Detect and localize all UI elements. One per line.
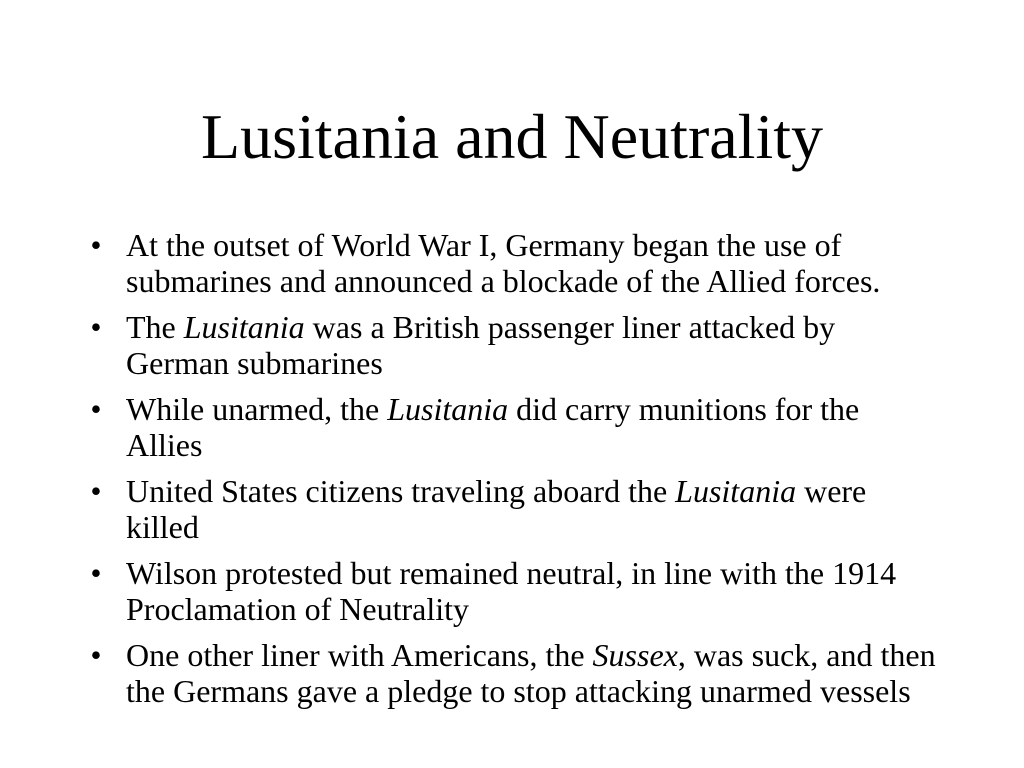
bullet-item: [90, 473, 938, 545]
bullet-icon: •: [90, 473, 102, 509]
bullet-text: Wilson protested but remained neutral, in line with the 1914 Proclamation of Neutrality: [126, 555, 897, 627]
bullet-text: At the outset of World War I, Germany began the use of submarines and announced a blockade of the Allied forces.: [126, 227, 881, 299]
slide-title: Lusitania and Neutrality: [200, 101, 824, 172]
bullet-text: , was suck, and then the Germans gave a pledge to stop attacking unarmed vessels: [126, 637, 936, 709]
bullet-text: One other liner with Americans, the: [126, 637, 593, 673]
bullet-item: [90, 227, 938, 299]
bullet-icon: •: [90, 227, 102, 263]
bullet-text: United States citizens traveling aboard the: [126, 473, 676, 509]
bullet-item: [90, 391, 938, 463]
bullet-item: [90, 637, 938, 709]
bullet-icon: •: [90, 637, 102, 673]
bullet-icon: •: [90, 555, 102, 591]
bullet-icon: •: [90, 391, 102, 427]
ship-name-italic: Lusitania: [387, 391, 509, 427]
ship-name-italic: Lusitania: [183, 309, 305, 345]
ship-name-italic: Sussex: [592, 637, 678, 673]
bullet-list: [90, 227, 938, 719]
bullet-text: were killed: [126, 473, 867, 545]
bullet-text: did carry munitions for the Allies: [126, 391, 860, 463]
bullet-text: The: [126, 309, 184, 345]
bullet-item: [90, 555, 938, 627]
bullet-icon: •: [90, 309, 102, 345]
bullet-text: While unarmed, the: [126, 391, 388, 427]
bullet-text: was a British passenger liner attacked by German submarines: [126, 309, 836, 381]
bullet-item: [90, 309, 938, 381]
ship-name-italic: Lusitania: [675, 473, 797, 509]
